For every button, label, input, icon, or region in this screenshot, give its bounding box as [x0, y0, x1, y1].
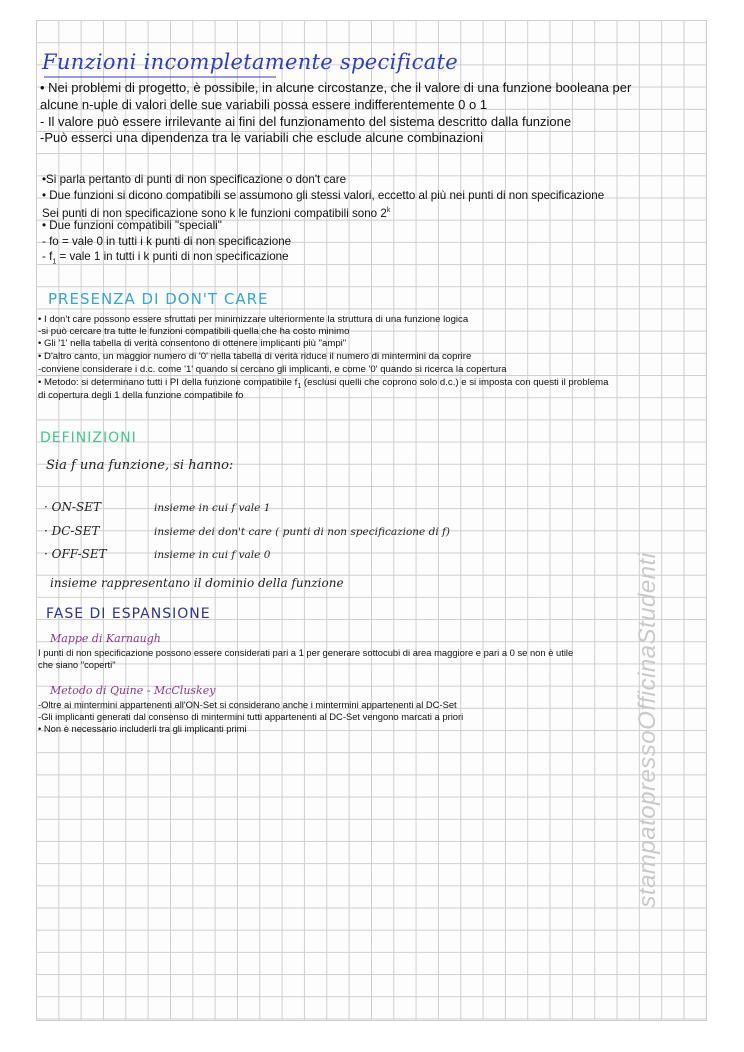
dont-care-line: • D'altro canto, un maggior numero di '0' nella tabella di verità riduce il numero di mintermini da coprire	[38, 351, 472, 362]
off-set-desc: insieme in cui f vale 0	[154, 549, 271, 561]
section-heading-espansione: FASE DI ESPANSIONE	[46, 606, 211, 622]
compat-text: Sei punti di non specificazione sono k le funzioni compatibili sono 2	[42, 206, 387, 220]
section-heading-definizioni: DEFINIZIONI	[40, 430, 137, 446]
intro-line: -Può esserci una dipendenza tra le variabili che esclude alcune combinazioni	[40, 130, 483, 145]
f1-subscript: 1	[52, 258, 57, 266]
karnaugh-subheading: Mappe di Karnaugh	[50, 632, 161, 645]
compat-line: • Due funzioni si dicono compatibili se assumono gli stessi valori, eccetto al più nei punti di non specificazione	[42, 189, 605, 202]
compat-exponent: k	[386, 207, 391, 214]
method-subscript: 1	[297, 382, 302, 390]
intro-line: - Il valore può essere irrilevante ai fini del funzionamento del sistema descritto dalla funzione	[40, 114, 572, 129]
quine-line: -Oltre ai mintermini appartenenti all'ON-Set si considerano anche i mintermini appartenenti al DC-Set	[38, 699, 457, 710]
dc-set-desc: insieme dei don't care ( punti di non specificazione di f)	[154, 526, 451, 538]
quine-subheading: Metodo di Quine - McCluskey	[50, 684, 216, 697]
quine-line: • Non è necessario includerli tra gli implicanti primi	[38, 723, 247, 734]
grid-paper-page	[36, 20, 707, 1021]
f1-label: - f	[42, 250, 53, 263]
compat-line: - fo = vale 0 in tutti i k punti di non specificazione	[42, 235, 292, 248]
on-set-desc: insieme in cui f vale 1	[154, 502, 271, 514]
section-heading-dont-care: PRESENZA DI DON'T CARE	[48, 290, 269, 308]
dont-care-line: -si può cercare tra tutte le funzioni compatibili quella che ha costo minimo	[38, 326, 350, 337]
dont-care-line: • I don't care possono essere sfruttati per minimizzare ulteriormente la struttura di una funzione logica	[38, 314, 469, 325]
definizioni-intro: Sia f una funzione, si hanno:	[46, 458, 234, 473]
karnaugh-line: che siano "coperti"	[38, 659, 116, 670]
intro-line: • Nei problemi di progetto, è possibile, in alcune circostanze, che il valore di una funzione booleana per	[40, 80, 632, 95]
method-text: (esclusi quelli che coprono solo d.c.) e si imposta con questi il problema	[301, 377, 609, 388]
watermark: stampatopressoOfficinaStudenti	[634, 552, 661, 908]
page-title: Funzioni incompletamente specificate	[42, 50, 459, 74]
compat-line: • Due funzioni compatibili "speciali"	[42, 219, 222, 232]
off-set-term: · OFF-SET	[44, 547, 107, 561]
intro-line: alcune n-uple di valori delle sue variabili possa essere indifferentemente 0 o 1	[40, 97, 488, 112]
dont-care-line: di copertura degli 1 della funzione compatibile fo	[38, 390, 244, 401]
on-set-term: · ON-SET	[44, 500, 102, 514]
title-underline	[44, 76, 276, 78]
definizioni-closing: insieme rappresentano il dominio della funzione	[50, 576, 344, 590]
dc-set-term: · DC-SET	[44, 524, 100, 538]
dont-care-line: -conviene considerare i d.c. come '1' quando si cercano gli implicanti, e come '0' quando si ricerca la copertura	[38, 364, 507, 375]
method-text: • Metodo: si determinano tutti i PI della funzione compatibile f	[38, 377, 298, 388]
compat-line	[42, 249, 289, 269]
dont-care-line: • Gli '1' nella tabella di verità consentono di ottenere implicanti più "ampi"	[38, 338, 347, 349]
quine-line: -Gli implicanti generati dal consenso di mintermini tutti appartenenti al DC-Set vengono marcati a priori	[38, 711, 464, 722]
compat-line: •Si parla pertanto di punti di non specificazione o don't care	[42, 173, 347, 186]
karnaugh-line: I punti di non specificazione possono essere considerati pari a 1 per generare sottocubi di area maggiore e pari a 0 se non è utile	[38, 647, 574, 658]
compat-text: = vale 1 in tutti i k punti di non specificazione	[59, 250, 289, 263]
